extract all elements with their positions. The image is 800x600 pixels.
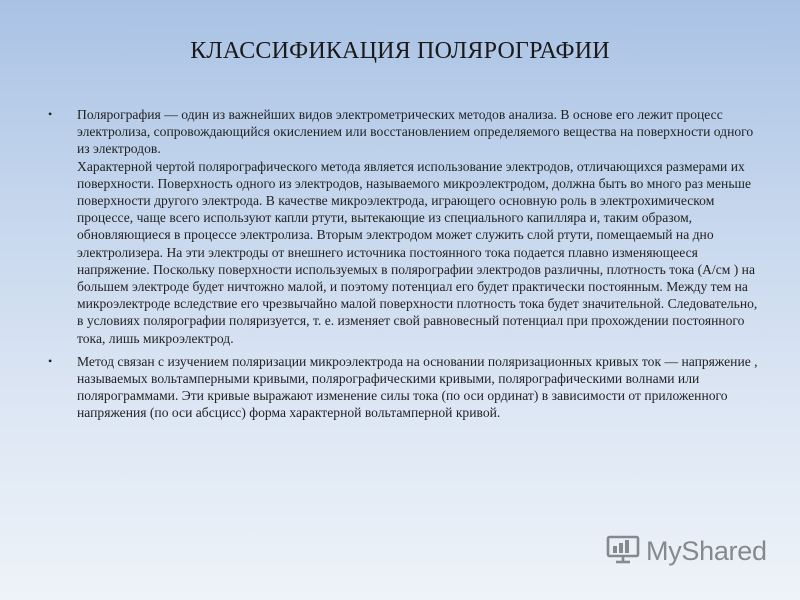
bullet-dot: • [48,353,53,368]
logo-text: MyShared [646,536,767,566]
slide-title: КЛАССИФИКАЦИЯ ПОЛЯРОГРАФИИ [190,38,610,64]
paragraph: Характерной чертой полярографического метода является использование электродов, отличающихся размерами их поверхности. Поверхность одного из электродов, называемого микроэлектродом, должна быть во много раз меньше поверхности другого электрода. В качестве микроэлектрода, играющего основную роль в электрохимическом процессе, чаще всего используют капли ртути, вытекающие из специального капилляра и, таким образом, обновляющиеся в процессе электролиза. Вторым электродом может служить слой ртути, помещаемый на дно электролизера. На эти электроды от внешнего источника постоянного тока подается плавно изменяющееся напряжение. Поскольку поверхности используемых в полярографии электродов различны, плотность тока (А/см ) на большем электроде будет ничтожно малой, и поэтому потенциал его будет практически постоянным. Между тем на микроэлектроде вследствие его чрезвычайно малой поверхности плотность тока будет значительной. Следовательно, в условиях полярографии поляризуется, т. е. изменяет свой равновесный потенциал при прохождении постоянного тока, лишь микроэлектрод. [77,158,758,346]
presentation-board-icon [606,534,640,569]
bullet-item-2 [48,353,760,422]
bullet-item-1 [48,106,760,347]
slide-content [48,106,760,428]
bullet-text [77,106,760,347]
paragraph: Полярография — один из важнейших видов электрометрических методов анализа. В основе его лежит процесс электролиза, сопровождающийся окислением или восстановлением определяемого вещества на поверхности одного из электродов. [77,107,754,157]
myshared-logo [606,534,767,569]
paragraph: Метод связан с изучением поляризации микроэлектрода на основании поляризационных кривых ток — напряжение , называемых вольтамперными кривыми, полярографическими кривыми, полярографическими волнами или полярограммами. Эти кривые выражают изменение силы тока (по оси ординат) в зависимости от приложенного напряжения (по оси абсцисс) форма характерной вольтамперной кривой. [77,353,758,421]
bullet-dot: • [48,107,53,121]
bullet-text [77,353,760,422]
